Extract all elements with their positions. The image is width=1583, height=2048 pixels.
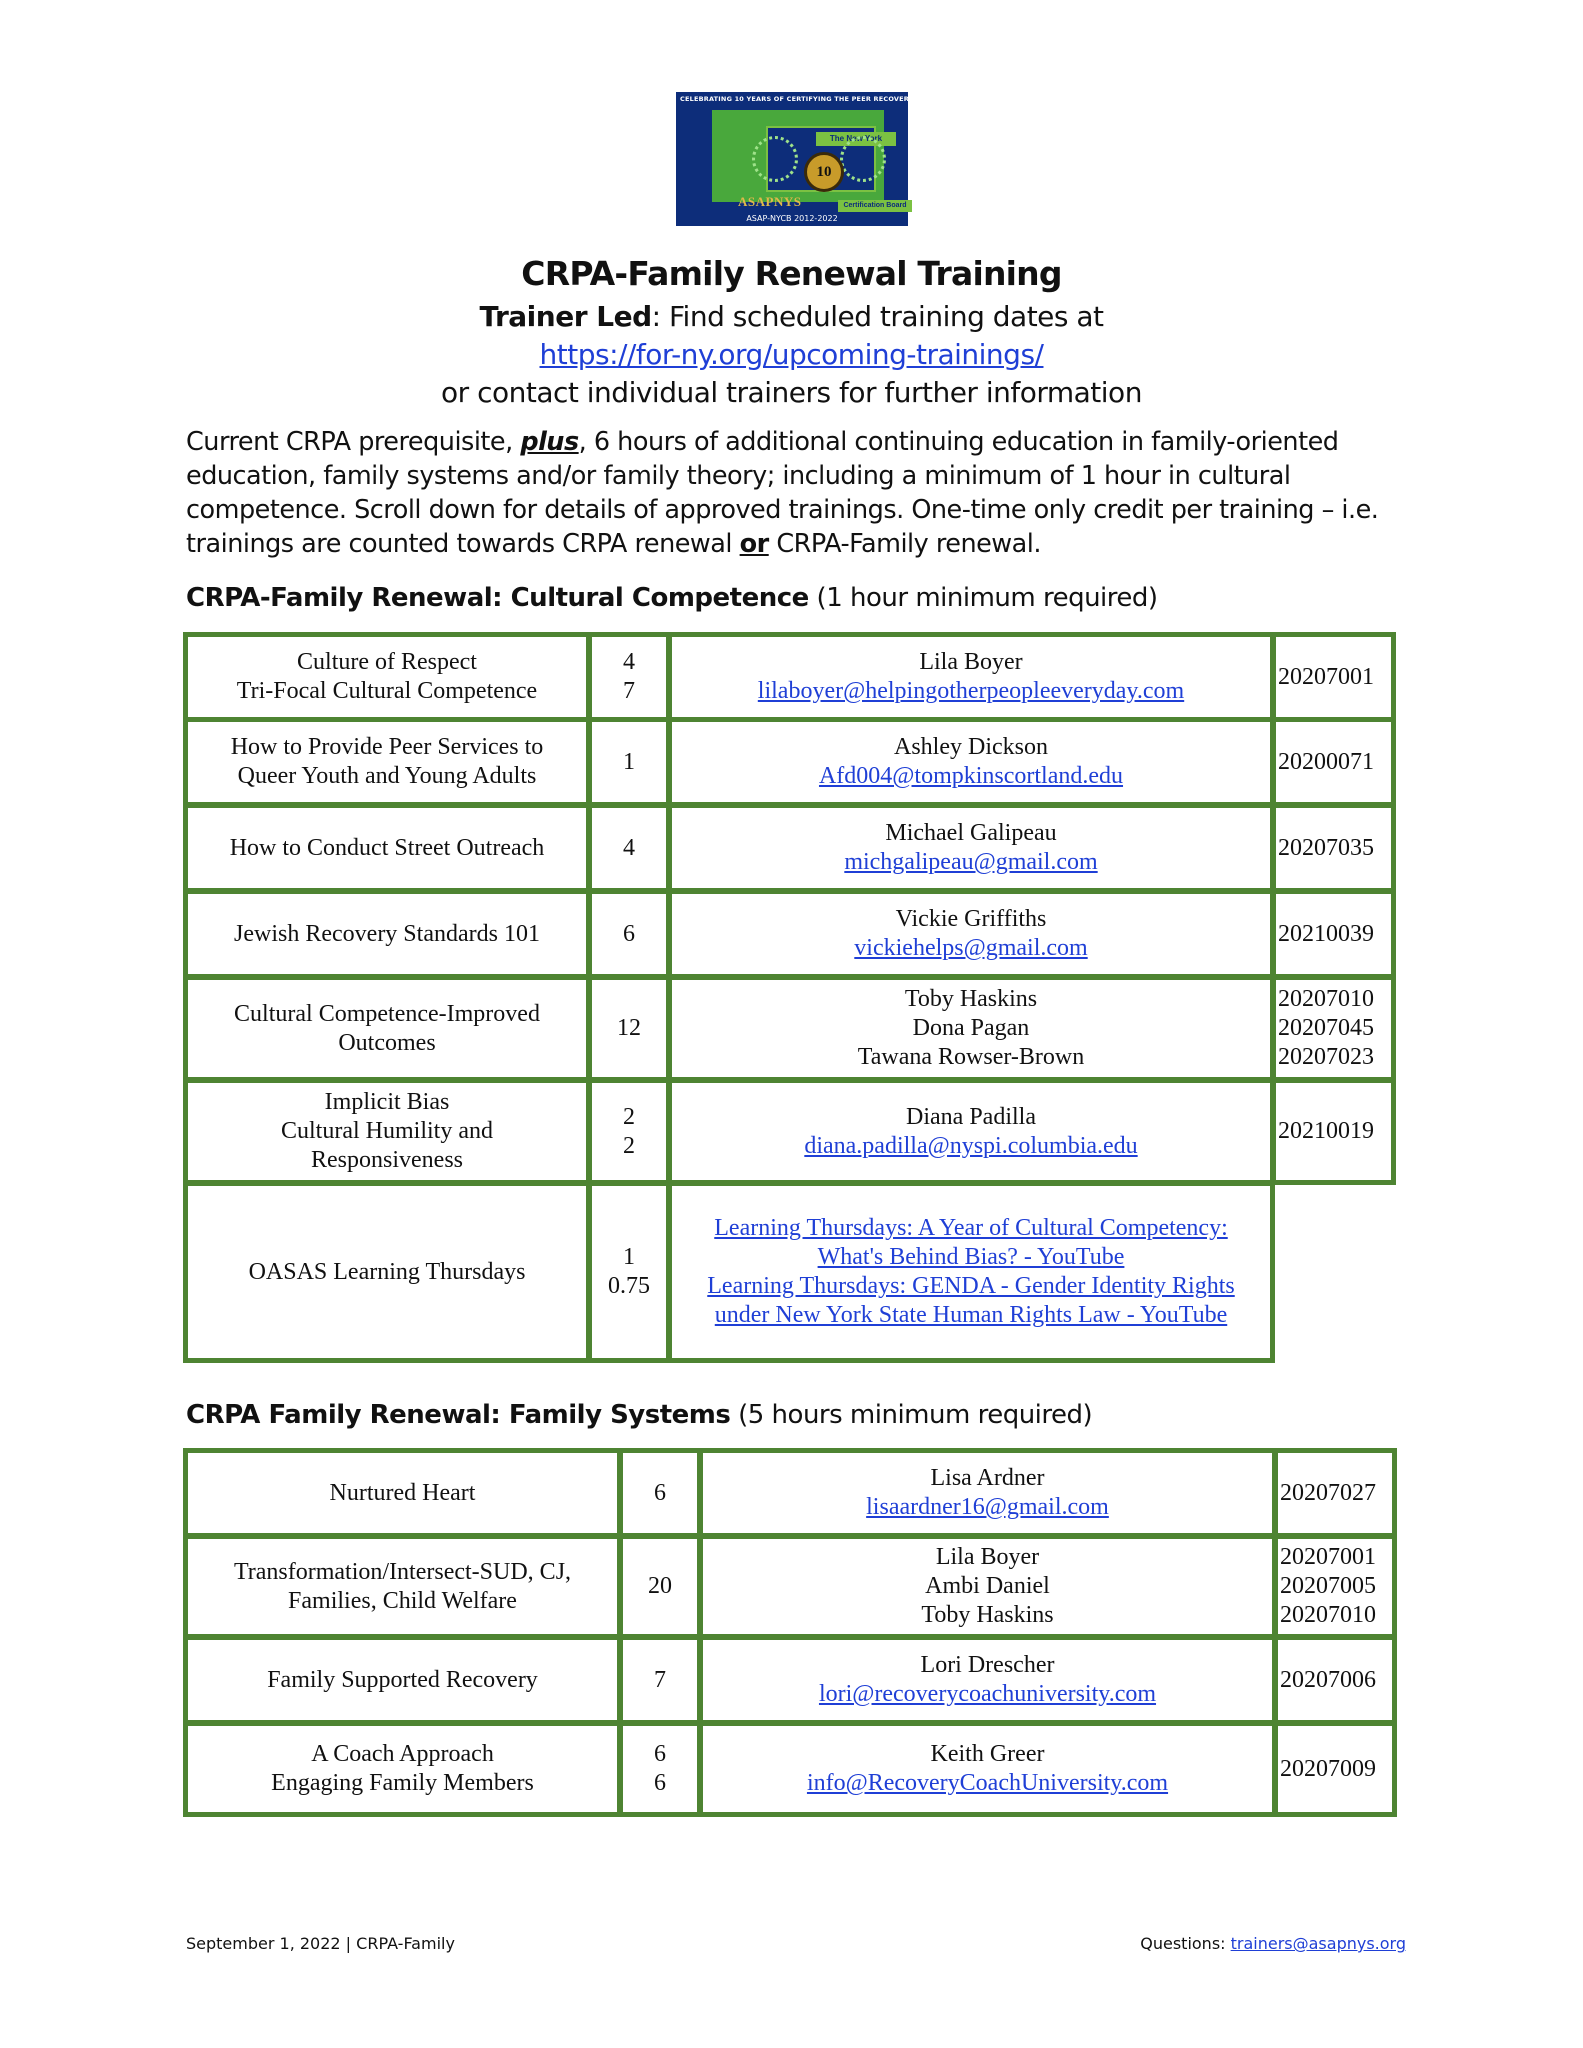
training-title: Implicit Bias — [324, 1089, 450, 1115]
table-cell-contact — [698, 1635, 1277, 1725]
table-cell-contact — [667, 975, 1275, 1082]
trainer-name: Lila Boyer — [919, 649, 1023, 675]
trainer-name: Dona Pagan — [912, 1015, 1030, 1041]
training-hours: 6 — [654, 1479, 666, 1506]
provider-code: 20200071 — [1278, 748, 1374, 775]
training-title: Tri-Focal Cultural Competence — [236, 678, 538, 704]
trainer-email-link[interactable]: michgalipeau@gmail.com — [844, 849, 1098, 875]
provider-code: 20207027 — [1280, 1479, 1376, 1506]
table-cell-hours — [587, 975, 671, 1082]
training-hours: 7 — [623, 678, 635, 704]
table-cell-hours — [587, 632, 671, 722]
table-cell-contact — [667, 717, 1275, 807]
table-cell-title — [183, 889, 591, 979]
table-cell-code — [1271, 975, 1396, 1082]
youtube-link[interactable]: under New York State Human Rights Law - YouTube — [714, 1302, 1228, 1328]
training-title: How to Provide Peer Services to — [230, 734, 544, 760]
table-cell-title — [183, 1078, 591, 1185]
people-circle-icon — [752, 136, 798, 182]
training-hours: 2 — [623, 1103, 635, 1130]
trainer-name: Diana Padilla — [906, 1103, 1036, 1130]
section-heading-cultural-competence — [186, 583, 1158, 613]
section-heading-note: (1 hour minimum required) — [808, 583, 1158, 613]
trainer-name: Ashley Dickson — [894, 734, 1048, 760]
table-cell-contact — [698, 1721, 1277, 1817]
questions-label: Questions: — [1140, 1934, 1231, 1953]
people-circle-icon — [840, 136, 886, 182]
section-heading-bold: CRPA-Family Renewal: Cultural Competence — [186, 583, 809, 613]
table-cell-code — [1273, 1721, 1397, 1817]
table-cell-title — [183, 1635, 622, 1725]
section-heading-family-systems — [186, 1400, 1092, 1430]
training-hours: 1 — [623, 748, 635, 775]
training-title: Culture of Respect — [297, 649, 477, 675]
training-hours: 4 — [623, 834, 635, 861]
trainer-name: Ambi Daniel — [925, 1573, 1050, 1599]
trainer-name: Toby Haskins — [904, 986, 1038, 1012]
trainer-name: Lila Boyer — [935, 1544, 1040, 1570]
provider-code: 20207010 — [1278, 986, 1374, 1012]
table-cell-code — [1273, 1635, 1397, 1725]
training-hours: 6 — [654, 1770, 666, 1796]
table-cell-contact — [667, 803, 1275, 893]
logo-years: ASAP-NYCB 2012-2022 — [746, 214, 838, 223]
training-hours: 12 — [617, 1015, 641, 1041]
provider-code: 20210039 — [1278, 920, 1374, 947]
table-cell-title — [183, 1721, 622, 1817]
table-cell-hours — [618, 1534, 702, 1639]
provider-code: 20207023 — [1278, 1044, 1374, 1070]
table-cell-contact — [667, 632, 1275, 722]
table-cell-title — [183, 975, 591, 1082]
training-title: Queer Youth and Young Adults — [237, 763, 537, 789]
intro-plus: plus — [520, 427, 579, 457]
logo-ny-label: The New York — [816, 132, 896, 146]
youtube-link[interactable]: Learning Thursdays: A Year of Cultural Competency: — [714, 1215, 1228, 1241]
trainer-led-line — [0, 300, 1583, 333]
table-cell-contact — [698, 1534, 1277, 1639]
section-heading-bold: CRPA Family Renewal: Family Systems — [186, 1400, 731, 1430]
training-hours: 0.75 — [608, 1273, 650, 1299]
provider-code: 20207010 — [1280, 1602, 1376, 1628]
table-cell-contact — [698, 1448, 1277, 1538]
page-title: CRPA-Family Renewal Training — [521, 254, 1062, 293]
trainer-email-link[interactable]: info@RecoveryCoachUniversity.com — [806, 1770, 1169, 1796]
logo-cert-label: Certification Board — [838, 200, 912, 212]
training-title: Jewish Recovery Standards 101 — [234, 920, 540, 947]
logo-org-name: ASAPNYS — [738, 194, 802, 209]
trainer-name: Keith Greer — [930, 1741, 1045, 1767]
trainer-name: Toby Haskins — [921, 1602, 1054, 1628]
provider-code: 20207006 — [1280, 1666, 1376, 1693]
trainer-email-link[interactable]: vickiehelps@gmail.com — [854, 935, 1088, 961]
training-hours: 6 — [654, 1741, 666, 1767]
table-cell-contact — [667, 889, 1275, 979]
youtube-link[interactable]: Learning Thursdays: GENDA - Gender Identity Rights — [707, 1273, 1235, 1299]
training-title: A Coach Approach — [311, 1741, 494, 1767]
url-line — [0, 338, 1583, 371]
table-cell-title — [183, 803, 591, 893]
training-title: Cultural Humility and — [281, 1118, 493, 1144]
table-cell-hours — [587, 889, 671, 979]
footer-date: September 1, 2022 | CRPA-Family — [186, 1934, 455, 1953]
table-cell-title — [183, 1181, 591, 1363]
provider-code: 20207035 — [1278, 834, 1374, 861]
trainer-name: Tawana Rowser-Brown — [857, 1044, 1085, 1070]
training-hours: 1 — [623, 1244, 635, 1270]
training-title: Transformation/Intersect-SUD, CJ, — [233, 1558, 572, 1585]
trainer-name: Lori Drescher — [920, 1652, 1055, 1678]
training-title: Responsiveness — [311, 1147, 463, 1173]
table-cell-title — [183, 1534, 622, 1639]
training-title: OASAS Learning Thursdays — [248, 1258, 526, 1285]
upcoming-trainings-link[interactable]: https://for-ny.org/upcoming-trainings/ — [539, 338, 1044, 371]
intro-or: or — [739, 529, 769, 559]
table-cell-hours — [618, 1721, 702, 1817]
table-cell-code — [1271, 803, 1396, 893]
table-cell-hours — [587, 717, 671, 807]
table-cell-code — [1271, 889, 1396, 979]
intro-text: Current CRPA prerequisite, — [186, 427, 521, 457]
training-title: Cultural Competence-Improved — [234, 1000, 540, 1027]
table-cell-hours — [587, 1078, 671, 1185]
training-hours: 2 — [623, 1132, 635, 1159]
provider-code: 20207009 — [1280, 1755, 1376, 1782]
contact-line: or contact individual trainers for further information — [441, 376, 1142, 409]
table-cell-title — [183, 1448, 622, 1538]
trainer-led-label: Trainer Led — [479, 300, 652, 333]
table-cell-hours — [587, 803, 671, 893]
intro-paragraph — [186, 425, 1416, 561]
table-cell-title — [183, 632, 591, 722]
table-cell-hours — [618, 1635, 702, 1725]
footer-questions — [1140, 1934, 1406, 1953]
table-cell-code — [1271, 632, 1396, 722]
provider-code: 20207005 — [1280, 1573, 1376, 1599]
table-cell-hours — [618, 1448, 702, 1538]
intro-text: CRPA-Family renewal. — [768, 529, 1041, 559]
table-cell-title — [183, 717, 591, 807]
logo-green-panel — [712, 110, 907, 209]
provider-code: 20210019 — [1278, 1118, 1374, 1144]
table-cell-code — [1273, 1534, 1397, 1639]
asapnys-logo — [676, 92, 965, 226]
trainer-email-link[interactable]: diana.padilla@nyspi.columbia.edu — [804, 1132, 1138, 1159]
training-title: Engaging Family Members — [271, 1770, 534, 1796]
table-cell-contact — [667, 1181, 1275, 1363]
provider-code: 20207045 — [1278, 1015, 1374, 1041]
trainer-email-link[interactable]: lori@recoverycoachuniversity.com — [818, 1681, 1157, 1707]
anniversary-seal-icon: 10 — [804, 152, 844, 192]
training-hours: 7 — [654, 1666, 666, 1693]
training-title: Family Supported Recovery — [267, 1666, 538, 1693]
trainer-name: Michael Galipeau — [885, 820, 1057, 846]
trainer-email-link[interactable]: Afd004@tompkinscortland.edu — [818, 763, 1124, 789]
table-cell-code — [1271, 1078, 1396, 1185]
provider-code: 20207001 — [1278, 663, 1374, 690]
youtube-link[interactable]: What's Behind Bias? - YouTube — [817, 1244, 1125, 1270]
trainers-email-link[interactable]: trainers@asapnys.org — [1230, 1934, 1406, 1953]
logo-tagline: CELEBRATING 10 YEARS OF CERTIFYING THE PEER RECOVERY PROFESSION — [680, 95, 965, 103]
trainer-led-text: : Find scheduled training dates at — [651, 300, 1104, 333]
training-title: Families, Child Welfare — [288, 1587, 517, 1614]
training-hours: 6 — [623, 920, 635, 947]
trainer-email-link[interactable]: lilaboyer@helpingotherpeopleeveryday.com — [757, 678, 1185, 704]
table-cell-code — [1271, 717, 1396, 807]
table-cell-hours — [587, 1181, 671, 1363]
table-cell-code — [1273, 1448, 1397, 1538]
section-heading-note: (5 hours minimum required) — [730, 1400, 1093, 1430]
training-hours: 4 — [623, 649, 635, 675]
provider-code: 20207001 — [1280, 1544, 1376, 1570]
trainer-email-link[interactable]: lisaardner16@gmail.com — [866, 1494, 1109, 1520]
trainer-name: Lisa Ardner — [930, 1465, 1045, 1491]
trainer-name: Vickie Griffiths — [895, 906, 1047, 932]
intro-text: , 6 hours of additional continuing education in family-oriented education, family systems and/or family theory; including a minimum of 1 hour in cultural competence. Scroll down for details of approved trainings. One-time only credit per training – i.e. trainings are counted towards CRPA renewal — [186, 427, 1379, 559]
training-hours: 20 — [648, 1573, 672, 1599]
training-title: How to Conduct Street Outreach — [229, 834, 545, 861]
training-title: Outcomes — [338, 1029, 436, 1056]
table-cell-contact — [667, 1078, 1275, 1185]
training-title: Nurtured Heart — [329, 1479, 476, 1506]
